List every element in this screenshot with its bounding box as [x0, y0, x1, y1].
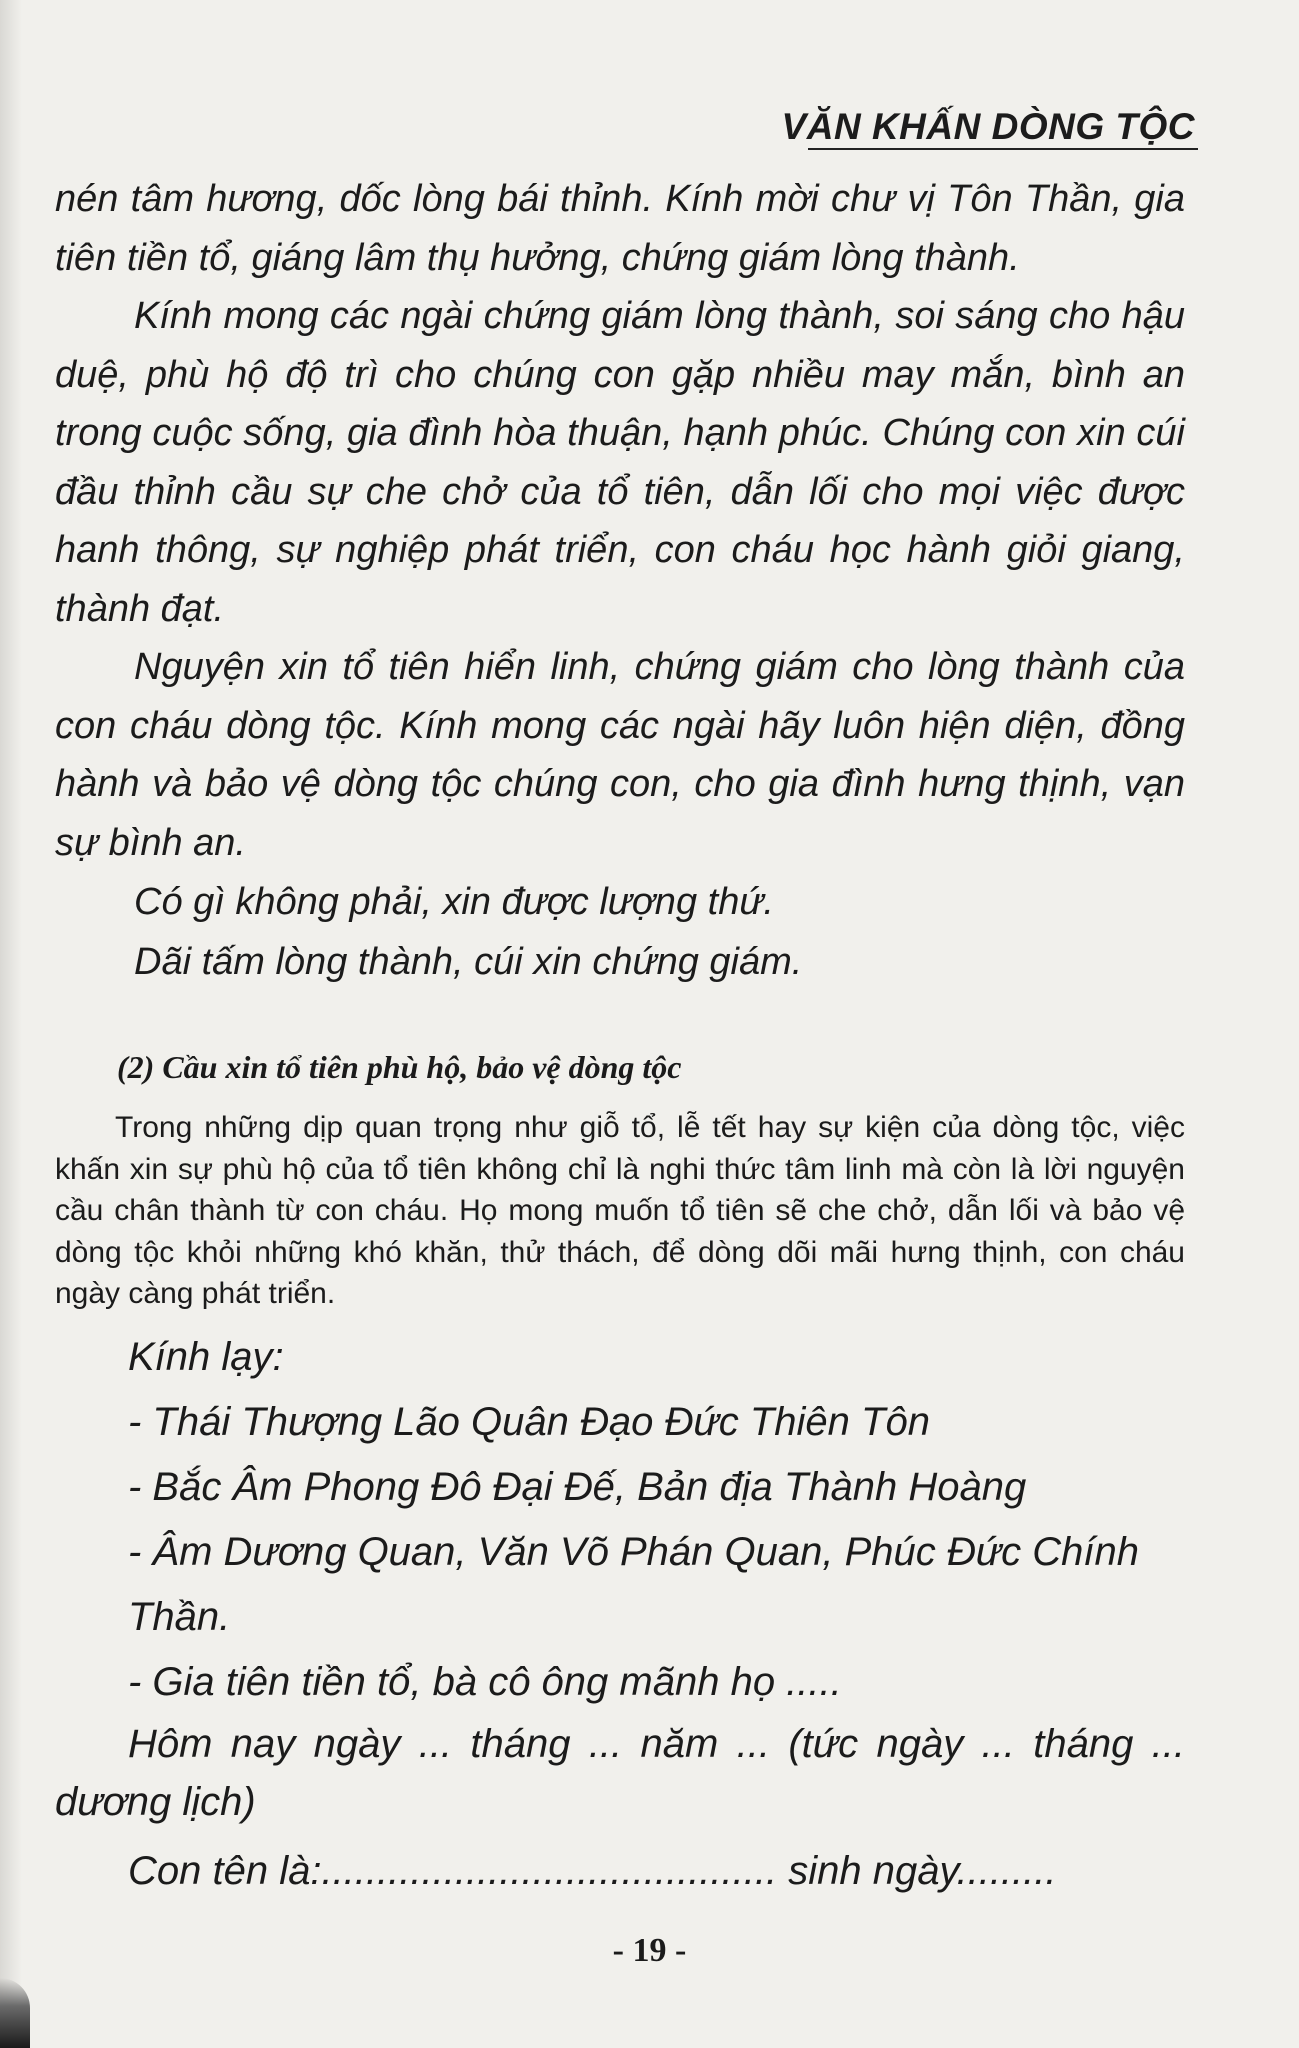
paragraph-continuation: nén tâm hương, dốc lòng bái thỉnh. Kính mời chư vị Tôn Thần, gia tiên tiền tổ, giáng lâm thụ hưởng, chứng giám lòng thành.	[55, 178, 1185, 279]
main-text	[55, 170, 1185, 1904]
paragraph-blessing: Kính mong các ngài chứng giám lòng thành, soi sáng cho hậu duệ, phù hộ độ trì cho chúng con gặp nhiều may mắn, bình an trong cuộc sống, gia đình hòa thuận, hạnh phúc. Chúng con xin cúi đầu thỉnh cầu sự che chở của tổ tiên, dẫn lối cho mọi việc được hanh thông, sự nghiệp phát triển, con cháu học hành giỏi giang, thành đạt.	[55, 295, 1185, 630]
running-title: VĂN KHẤN DÒNG TỘC	[781, 106, 1195, 147]
prayer-name-line: Con tên là:......................................... sinh ngày.........	[128, 1848, 1057, 1893]
closing-line-witness: Dãi tấm lòng thành, cúi xin chứng giám.	[134, 940, 803, 983]
prayer-greeting: Kính lạy:	[128, 1334, 284, 1379]
header-rule	[808, 148, 1198, 150]
binding-shadow	[0, 0, 22, 2048]
closing-line-forgive: Có gì không phải, xin được lượng thứ.	[134, 881, 774, 923]
prayer-line-deity-1: - Thái Thượng Lão Quân Đạo Đức Thiên Tôn	[128, 1399, 930, 1444]
page-number: - 19 -	[612, 1932, 687, 1969]
section-title: (2) Cầu xin tổ tiên phù hộ, bảo vệ dòng tộc	[117, 1049, 682, 1085]
prayer-line-deity-3: - Âm Dương Quan, Văn Võ Phán Quan, Phúc Đức Chính Thần.	[128, 1529, 1139, 1639]
page-corner-shadow	[0, 1978, 30, 2048]
paragraph-wish: Nguyện xin tổ tiên hiển linh, chứng giám cho lòng thành của con cháu dòng tộc. Kính mong các ngài hãy luôn hiện diện, đồng hành và bảo vệ dòng tộc chúng con, cho gia đình hưng thịnh, vạn sự bình an.	[55, 646, 1185, 864]
prayer-date-line: Hôm nay ngày ... tháng ... năm ... (tức ngày ... tháng ... dương lịch)	[55, 1721, 1185, 1824]
prayer-line-deity-2: - Bắc Âm Phong Đô Đại Đế, Bản địa Thành Hoàng	[128, 1464, 1027, 1509]
prayer-line-ancestors: - Gia tiên tiền tổ, bà cô ông mãnh họ .....	[128, 1659, 842, 1704]
section-intro: Trong những dịp quan trọng như giỗ tổ, lễ tết hay sự kiện của dòng tộc, việc khấn xin sự phù hộ của tổ tiên không chỉ là nghi thức tâm linh mà còn là lời nguyện cầu chân thành từ con cháu. Họ mong muốn tổ tiên sẽ che chở, dẫn lối và bảo vệ dòng tộc khỏi những khó khăn, thử thách, để dòng dõi mãi hưng thịnh, con cháu ngày càng phát triển.	[55, 1111, 1185, 1310]
